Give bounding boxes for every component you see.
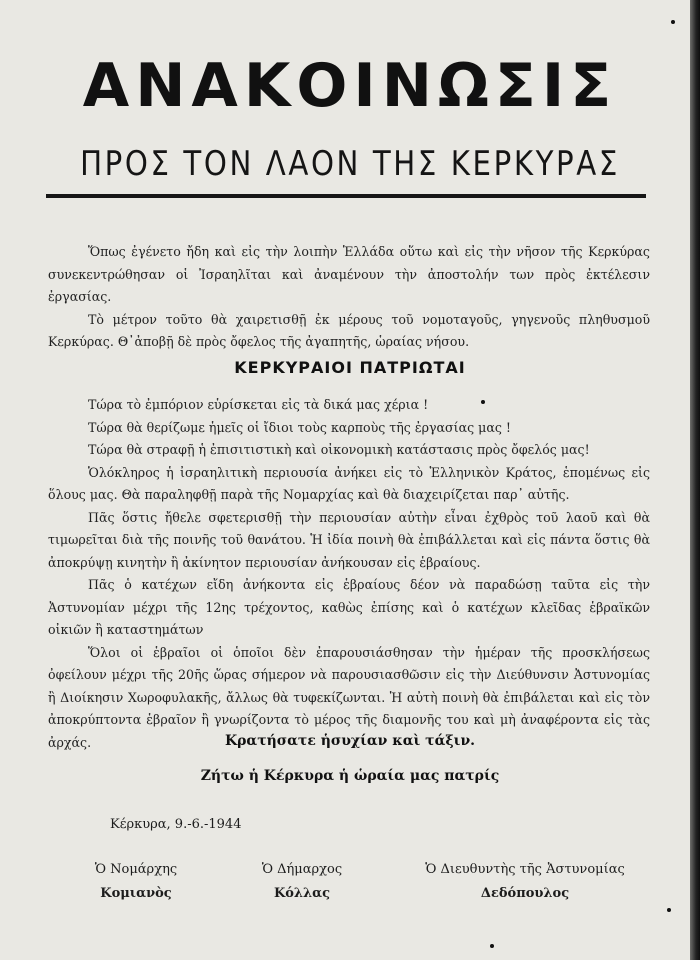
main-paragraph: Τώρα τὸ ἐμπόριον εὑρίσκεται εἰς τὰ δικά μας χέρια ! [88, 397, 429, 412]
main-paragraph: Ὁλόκληρος ἡ ἰσραηλιτικὴ περιουσία ἀνήκει εἰς τὸ Ἑλληνικὸν Κράτος, ἑπομένως εἰς ὅλους μας. Θὰ παραληφθῇ παρὰ τῆς Νομαρχίας καὶ θὰ διαχειρίζεται παρ᾽ αὐτῆς. [48, 464, 650, 502]
poster-title: ΑΝΑΚΟΙΝΩΣΙΣ [82, 51, 618, 121]
main-paragraph: Τώρα θὰ στραφῇ ἡ ἐπισιτιστικὴ καὶ οἰκονομικὴ κατάστασις πρὸς ὄφελός μας! [88, 442, 590, 457]
dateline: Κέρκυρα, 9.-6.-1944 [110, 817, 242, 832]
main-paragraph: Πᾶς ὅστις ἤθελε σφετερισθῇ τὴν περιουσίαν αὐτὴν εἶναι ἐχθρὸς τοῦ λαοῦ καὶ θὰ τιμωρεῖται διὰ τῆς ποινῆς τοῦ θανάτου. Ἡ ἰδία ποινὴ θὰ ἐπιβάλλεται καὶ εἰς πάντα ὅστις θὰ ἀποκρύψῃ κινητὴν ἢ ἀκίνητον περιουσίαν ἀνήκουσαν εἰς ἑβραίους. [48, 509, 650, 570]
intro-text [48, 241, 650, 354]
print-speck [490, 944, 494, 948]
photo-border [690, 0, 700, 960]
signature-title: Ὁ Διευθυντὴς τῆς Ἀστυνομίας [425, 862, 625, 877]
print-speck [667, 908, 671, 912]
print-speck [481, 400, 485, 404]
signature-title: Ὁ Δήμαρχος [261, 862, 343, 877]
signature-name: Κόλλας [273, 886, 331, 901]
signature-title: Ὁ Νομάρχης [94, 862, 178, 877]
signature-block [242, 858, 362, 906]
main-text [48, 394, 650, 754]
signature-name: Κομιανὸς [100, 886, 172, 901]
title-underline [46, 194, 646, 198]
signature-block [420, 858, 630, 906]
signature-name: Δεδόπουλος [480, 886, 570, 901]
main-paragraph: Ὅλοι οἱ ἑβραῖοι οἱ ὁποῖοι δὲν ἐπαρουσιάσθησαν τὴν ἡμέραν τῆς προσκλήσεως ὀφείλουν μέχρι τῆς 20ῆς ὥρας σήμερον νὰ παρουσιασθῶσιν εἰς τὴν Διεύθυνσιν Ἀστυνομίας ἢ Διοίκησιν Χωροφυλακῆς, ἄλλως θὰ τυφεκίζωνται. Ἡ αὐτὴ ποινὴ θὰ ἐπιβάλεται καὶ εἰς τὸν ἀποκρύπτοντα ἑβραῖον ἢ γνωρίζοντα τὸ μέρος τῆς διαμονῆς του καὶ μὴ ἀναφέροντα εἰς τὰς ἀρχάς. [48, 644, 650, 750]
main-paragraph: Πᾶς ὁ κατέχων εἴδη ἀνήκοντα εἰς ἑβραίους δέον νὰ παραδώσῃ ταῦτα εἰς τὴν Ἀστυνομίαν μέχρι τῆς 12ης τρέχοντος, καθὼς ἐπίσης καὶ ὁ κατέχων κλεῖδας ἑβραϊκῶν οἰκιῶν ἢ καταστημάτων [48, 577, 650, 637]
print-speck [671, 20, 675, 24]
closing-line: Ζήτω ἡ Κέρκυρα ἡ ὡραία μας πατρίς [200, 768, 500, 784]
closing-line: Κρατήσατε ἡσυχίαν καὶ τάξιν. [224, 733, 476, 749]
intro-paragraph: Ὅπως ἐγένετο ἤδη καὶ εἰς τὴν λοιπὴν Ἑλλάδα οὕτω καὶ εἰς τὴν νῆσον τῆς Κερκύρας συνεκεντρώθησαν οἱ Ἰσραηλῖται καὶ ἀναμένουν τὴν ἀποστολήν των πρὸς ἐκτέλεσιν ἐργασίας. [48, 244, 650, 304]
poster-subtitle: ΠΡΟΣ ΤΟΝ ΛΑΟΝ ΤΗΣ ΚΕΡΚΥΡΑΣ [80, 144, 620, 184]
signature-block [76, 858, 196, 906]
intro-paragraph: Τὸ μέτρον τοῦτο θὰ χαιρετισθῇ ἐκ μέρους τοῦ νομοταγοῦς, γηγενοῦς πληθυσμοῦ Κερκύρας. Θ᾽ἀποβῇ δὲ πρὸς ὄφελος τῆς ἀγαπητῆς, ὡραίας νήσου. [48, 311, 650, 349]
section-heading: ΚΕΡΚΥΡΑΙΟΙ ΠΑΤΡΙΩΤΑΙ [234, 358, 466, 377]
main-paragraph: Τώρα θὰ θερίζωμε ἡμεῖς οἱ ἴδιοι τοὺς καρποὺς τῆς ἐργασίας μας ! [88, 419, 511, 435]
